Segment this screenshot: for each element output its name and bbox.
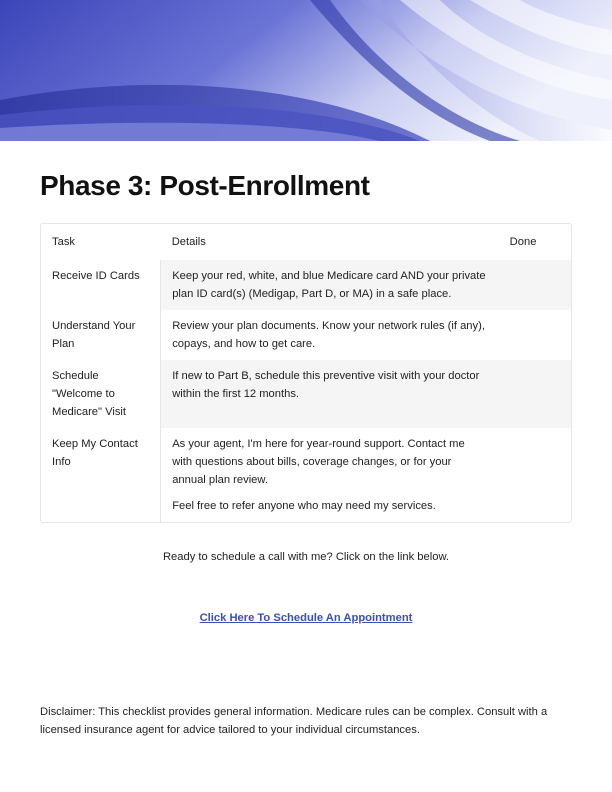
task-cell: Understand Your Plan bbox=[41, 310, 161, 360]
banner-wave-graphic bbox=[0, 0, 612, 141]
table-row bbox=[41, 260, 571, 310]
cta-link-container bbox=[0, 612, 612, 624]
task-cell: Schedule "Welcome to Medicare" Visit bbox=[41, 360, 161, 428]
done-cell[interactable] bbox=[499, 310, 571, 360]
details-extra-text: Feel free to refer anyone who may need my services. bbox=[172, 500, 436, 512]
cta-text: Ready to schedule a call with me? Click on the link below. bbox=[162, 551, 450, 563]
done-cell[interactable] bbox=[499, 260, 571, 310]
header-banner bbox=[0, 0, 612, 141]
disclaimer-text: Disclaimer: This checklist provides general information. Medicare rules can be complex. Consult with a licensed insurance agent for advice tailored to your individual circumstances. bbox=[40, 706, 548, 736]
task-cell: Receive ID Cards bbox=[41, 260, 161, 310]
header-task: Task bbox=[52, 236, 76, 248]
details-cell: Keep your red, white, and blue Medicare card AND your private plan ID card(s) (Medigap, Part D, or MA) in a safe place. bbox=[161, 260, 499, 310]
checklist-table bbox=[40, 223, 572, 523]
header-details: Details bbox=[171, 236, 206, 248]
schedule-appointment-link[interactable]: Click Here To Schedule An Appointment bbox=[199, 612, 413, 624]
done-cell[interactable] bbox=[499, 428, 571, 522]
details-cell: Review your plan documents. Know your network rules (if any), copays, and how to get care. bbox=[172, 320, 485, 350]
details-cell: If new to Part B, schedule this preventive visit with your doctor within the first 12 months. bbox=[161, 360, 499, 428]
table-row bbox=[41, 360, 571, 428]
table-header-row bbox=[41, 224, 571, 260]
header-done: Done bbox=[509, 236, 537, 248]
task-cell: Keep My Contact Info bbox=[41, 428, 161, 522]
table-row bbox=[41, 428, 571, 522]
details-text: As your agent, I'm here for year-round support. Contact me with questions about bills, coverage changes, or for your annual plan review. bbox=[172, 438, 465, 486]
details-cell bbox=[161, 428, 499, 522]
done-cell[interactable] bbox=[499, 360, 571, 428]
table-row bbox=[41, 310, 571, 360]
page-title: Phase 3: Post-Enrollment bbox=[40, 170, 370, 201]
